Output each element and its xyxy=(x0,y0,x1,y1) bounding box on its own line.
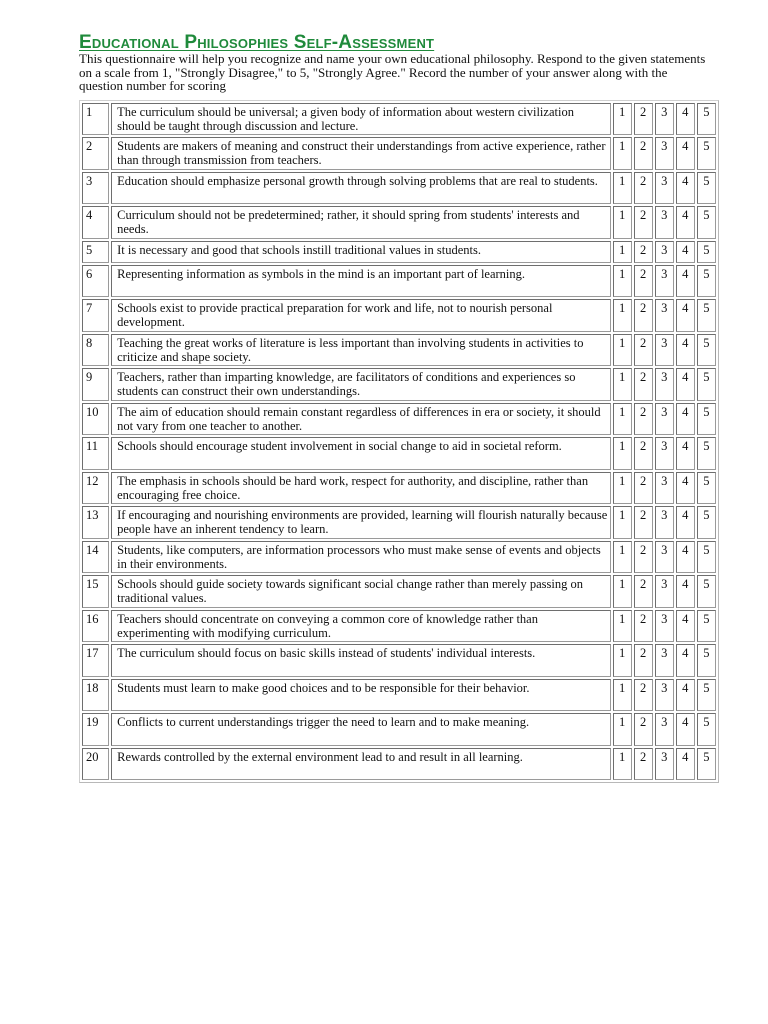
rating-option-2[interactable]: 2 xyxy=(634,437,653,470)
rating-option-5[interactable]: 5 xyxy=(697,437,716,470)
question-statement: Students must learn to make good choices and to be responsible for their behavior. xyxy=(111,679,610,712)
question-number: 17 xyxy=(82,644,109,677)
rating-option-2[interactable]: 2 xyxy=(634,541,653,574)
rating-option-3[interactable]: 3 xyxy=(655,575,674,608)
rating-option-1[interactable]: 1 xyxy=(613,334,632,367)
rating-option-3[interactable]: 3 xyxy=(655,172,674,205)
question-statement: Curriculum should not be predetermined; rather, it should spring from students' interests and needs. xyxy=(111,206,610,239)
question-number: 1 xyxy=(82,103,109,136)
question-row xyxy=(82,241,716,263)
rating-option-5[interactable]: 5 xyxy=(697,368,716,401)
rating-option-2[interactable]: 2 xyxy=(634,506,653,539)
rating-option-2[interactable]: 2 xyxy=(634,713,653,746)
question-row xyxy=(82,403,716,436)
question-statement: Teachers, rather than imparting knowledge, are facilitators of conditions and experiences so students can construct their own understandings. xyxy=(111,368,610,401)
document-page xyxy=(79,34,719,783)
question-row xyxy=(82,368,716,401)
question-statement: The curriculum should focus on basic skills instead of students' individual interests. xyxy=(111,644,610,677)
question-statement: Conflicts to current understandings trigger the need to learn and to make meaning. xyxy=(111,713,610,746)
question-statement: Representing information as symbols in the mind is an important part of learning. xyxy=(111,265,610,298)
question-number: 5 xyxy=(82,241,109,263)
rating-option-5[interactable]: 5 xyxy=(697,334,716,367)
question-row xyxy=(82,506,716,539)
question-row xyxy=(82,437,716,470)
rating-option-4[interactable]: 4 xyxy=(676,334,695,367)
rating-option-3[interactable]: 3 xyxy=(655,299,674,332)
question-number: 19 xyxy=(82,713,109,746)
rating-option-2[interactable]: 2 xyxy=(634,679,653,712)
rating-option-2[interactable]: 2 xyxy=(634,103,653,136)
question-number: 7 xyxy=(82,299,109,332)
question-number: 3 xyxy=(82,172,109,205)
rating-option-4[interactable]: 4 xyxy=(676,403,695,436)
rating-option-3[interactable]: 3 xyxy=(655,748,674,781)
question-number: 11 xyxy=(82,437,109,470)
rating-option-3[interactable]: 3 xyxy=(655,403,674,436)
question-number: 6 xyxy=(82,265,109,298)
rating-option-2[interactable]: 2 xyxy=(634,610,653,643)
question-statement: Students, like computers, are information processors who must make sense of events and objects in their environments. xyxy=(111,541,610,574)
rating-option-1[interactable]: 1 xyxy=(613,610,632,643)
rating-option-2[interactable]: 2 xyxy=(634,265,653,298)
question-statement: If encouraging and nourishing environments are provided, learning will flourish naturally because people have an inherent tendency to learn. xyxy=(111,506,610,539)
rating-option-4[interactable]: 4 xyxy=(676,472,695,505)
rating-option-4[interactable]: 4 xyxy=(676,610,695,643)
rating-option-5[interactable]: 5 xyxy=(697,241,716,263)
rating-option-2[interactable]: 2 xyxy=(634,137,653,170)
rating-option-5[interactable]: 5 xyxy=(697,206,716,239)
rating-option-5[interactable]: 5 xyxy=(697,748,716,781)
rating-option-1[interactable]: 1 xyxy=(613,265,632,298)
questionnaire-table xyxy=(79,100,719,784)
question-number: 18 xyxy=(82,679,109,712)
question-statement: Education should emphasize personal growth through solving problems that are real to students. xyxy=(111,172,610,205)
question-row xyxy=(82,575,716,608)
rating-option-4[interactable]: 4 xyxy=(676,679,695,712)
rating-option-1[interactable]: 1 xyxy=(613,506,632,539)
rating-option-1[interactable]: 1 xyxy=(613,206,632,239)
rating-option-3[interactable]: 3 xyxy=(655,610,674,643)
question-number: 2 xyxy=(82,137,109,170)
rating-option-2[interactable]: 2 xyxy=(634,403,653,436)
question-row xyxy=(82,206,716,239)
rating-option-3[interactable]: 3 xyxy=(655,644,674,677)
question-statement: Teaching the great works of literature is less important than involving students in activities to criticize and shape society. xyxy=(111,334,610,367)
question-number: 10 xyxy=(82,403,109,436)
question-number: 9 xyxy=(82,368,109,401)
rating-option-1[interactable]: 1 xyxy=(613,644,632,677)
questionnaire-body xyxy=(82,103,716,781)
question-row xyxy=(82,172,716,205)
question-statement: The aim of education should remain constant regardless of differences in era or society, it should not vary from one teacher to another. xyxy=(111,403,610,436)
rating-option-3[interactable]: 3 xyxy=(655,437,674,470)
rating-option-5[interactable]: 5 xyxy=(697,403,716,436)
rating-option-5[interactable]: 5 xyxy=(697,644,716,677)
rating-option-2[interactable]: 2 xyxy=(634,206,653,239)
rating-option-3[interactable]: 3 xyxy=(655,713,674,746)
rating-option-3[interactable]: 3 xyxy=(655,472,674,505)
question-statement: Schools should guide society towards significant social change rather than merely passing on traditional values. xyxy=(111,575,610,608)
rating-option-3[interactable]: 3 xyxy=(655,679,674,712)
question-statement: Teachers should concentrate on conveying a common core of knowledge rather than experimenting with modifying curriculum. xyxy=(111,610,610,643)
question-statement: Rewards controlled by the external environment lead to and result in all learning. xyxy=(111,748,610,781)
rating-option-2[interactable]: 2 xyxy=(634,575,653,608)
question-number: 8 xyxy=(82,334,109,367)
rating-option-4[interactable]: 4 xyxy=(676,541,695,574)
rating-option-4[interactable]: 4 xyxy=(676,506,695,539)
rating-option-5[interactable]: 5 xyxy=(697,679,716,712)
question-statement: Schools should encourage student involvement in social change to aid in societal reform. xyxy=(111,437,610,470)
rating-option-4[interactable]: 4 xyxy=(676,103,695,136)
rating-option-5[interactable]: 5 xyxy=(697,472,716,505)
rating-option-3[interactable]: 3 xyxy=(655,368,674,401)
rating-option-3[interactable]: 3 xyxy=(655,137,674,170)
rating-option-4[interactable]: 4 xyxy=(676,299,695,332)
rating-option-5[interactable]: 5 xyxy=(697,713,716,746)
rating-option-3[interactable]: 3 xyxy=(655,103,674,136)
rating-option-3[interactable]: 3 xyxy=(655,265,674,298)
rating-option-1[interactable]: 1 xyxy=(613,541,632,574)
question-statement: It is necessary and good that schools instill traditional values in students. xyxy=(111,241,610,263)
intro-paragraph: This questionnaire will help you recognize and name your own educational philosophy. Respond to the given statements on a scale from 1, "Strongly Disagree," to 5, "Strongly Agree." Record the number of your answer along with the question number for scoring xyxy=(79,51,706,93)
rating-option-3[interactable]: 3 xyxy=(655,334,674,367)
rating-option-5[interactable]: 5 xyxy=(697,610,716,643)
rating-option-1[interactable]: 1 xyxy=(613,368,632,401)
question-row xyxy=(82,472,716,505)
rating-option-4[interactable]: 4 xyxy=(676,172,695,205)
rating-option-3[interactable]: 3 xyxy=(655,541,674,574)
question-number: 16 xyxy=(82,610,109,643)
question-statement: Schools exist to provide practical preparation for work and life, not to nourish personal development. xyxy=(111,299,610,332)
page-title: Educational Philosophies Self-Assessment xyxy=(79,32,435,53)
rating-option-1[interactable]: 1 xyxy=(613,241,632,263)
question-number: 13 xyxy=(82,506,109,539)
question-statement: The curriculum should be universal; a given body of information about western civilization should be taught through discussion and lecture. xyxy=(111,103,610,136)
rating-option-5[interactable]: 5 xyxy=(697,265,716,298)
rating-option-4[interactable]: 4 xyxy=(676,368,695,401)
rating-option-3[interactable]: 3 xyxy=(655,241,674,263)
rating-option-2[interactable]: 2 xyxy=(634,299,653,332)
rating-option-1[interactable]: 1 xyxy=(613,137,632,170)
rating-option-4[interactable]: 4 xyxy=(676,241,695,263)
rating-option-2[interactable]: 2 xyxy=(634,334,653,367)
question-row xyxy=(82,644,716,677)
question-row xyxy=(82,541,716,574)
rating-option-1[interactable]: 1 xyxy=(613,299,632,332)
rating-option-5[interactable]: 5 xyxy=(697,137,716,170)
rating-option-1[interactable]: 1 xyxy=(613,103,632,136)
rating-option-5[interactable]: 5 xyxy=(697,299,716,332)
question-row xyxy=(82,748,716,781)
rating-option-4[interactable]: 4 xyxy=(676,437,695,470)
rating-option-4[interactable]: 4 xyxy=(676,713,695,746)
rating-option-4[interactable]: 4 xyxy=(676,265,695,298)
question-row xyxy=(82,137,716,170)
question-number: 15 xyxy=(82,575,109,608)
rating-option-2[interactable]: 2 xyxy=(634,241,653,263)
rating-option-3[interactable]: 3 xyxy=(655,206,674,239)
rating-option-2[interactable]: 2 xyxy=(634,748,653,781)
rating-option-5[interactable]: 5 xyxy=(697,575,716,608)
rating-option-2[interactable]: 2 xyxy=(634,172,653,205)
question-row xyxy=(82,299,716,332)
rating-option-1[interactable]: 1 xyxy=(613,172,632,205)
rating-option-5[interactable]: 5 xyxy=(697,103,716,136)
rating-option-2[interactable]: 2 xyxy=(634,472,653,505)
rating-option-4[interactable]: 4 xyxy=(676,137,695,170)
question-row xyxy=(82,103,716,136)
rating-option-1[interactable]: 1 xyxy=(613,748,632,781)
question-statement: Students are makers of meaning and construct their understandings from active experience, rather than through transmission from teachers. xyxy=(111,137,610,170)
rating-option-1[interactable]: 1 xyxy=(613,575,632,608)
rating-option-3[interactable]: 3 xyxy=(655,506,674,539)
rating-option-1[interactable]: 1 xyxy=(613,437,632,470)
question-number: 12 xyxy=(82,472,109,505)
rating-option-5[interactable]: 5 xyxy=(697,541,716,574)
rating-option-2[interactable]: 2 xyxy=(634,368,653,401)
rating-option-5[interactable]: 5 xyxy=(697,506,716,539)
rating-option-1[interactable]: 1 xyxy=(613,472,632,505)
rating-option-4[interactable]: 4 xyxy=(676,206,695,239)
question-row xyxy=(82,713,716,746)
question-row xyxy=(82,610,716,643)
rating-option-4[interactable]: 4 xyxy=(676,575,695,608)
question-number: 20 xyxy=(82,748,109,781)
rating-option-1[interactable]: 1 xyxy=(613,403,632,436)
question-row xyxy=(82,334,716,367)
question-number: 4 xyxy=(82,206,109,239)
rating-option-4[interactable]: 4 xyxy=(676,748,695,781)
question-number: 14 xyxy=(82,541,109,574)
question-statement: The emphasis in schools should be hard work, respect for authority, and discipline, rather than encouraging free choice. xyxy=(111,472,610,505)
question-row xyxy=(82,265,716,298)
rating-option-2[interactable]: 2 xyxy=(634,644,653,677)
rating-option-4[interactable]: 4 xyxy=(676,644,695,677)
rating-option-1[interactable]: 1 xyxy=(613,713,632,746)
rating-option-1[interactable]: 1 xyxy=(613,679,632,712)
question-row xyxy=(82,679,716,712)
rating-option-5[interactable]: 5 xyxy=(697,172,716,205)
